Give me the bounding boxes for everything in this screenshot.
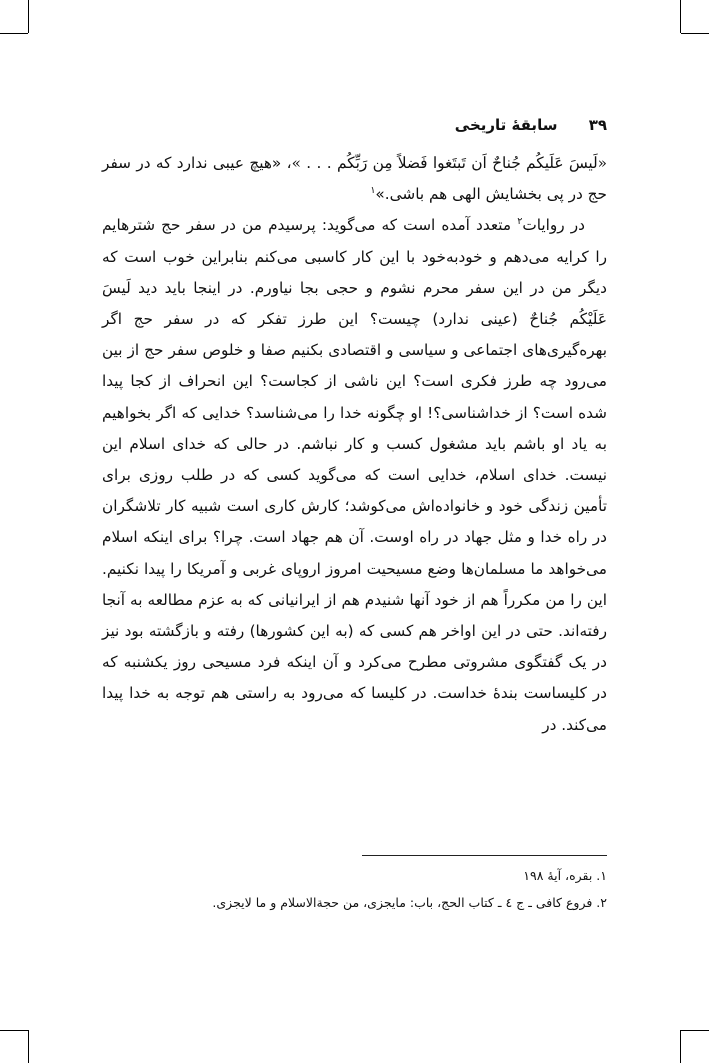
- paragraph-1: [102, 148, 607, 210]
- crop-mark-bottom-left-h: [0, 1030, 28, 1031]
- footnote-1: ۱. بقره، آیۀ ۱۹۸: [523, 868, 607, 883]
- footnote-mark-1: ۱: [370, 185, 376, 197]
- paragraph-2: [102, 210, 607, 740]
- quran-quote: «لَیسَ عَلَیکُم جُناحٌ اَن تَبتَغوا فَضلاً مِن رَبِّکُم . . . »: [291, 154, 607, 172]
- paragraph-2-lead: در روایات: [522, 216, 585, 235]
- crop-mark-top-left-v: [28, 0, 29, 33]
- crop-mark-top-left-h: [0, 33, 28, 34]
- body-text: [102, 148, 607, 741]
- crop-mark-top-right-h: [681, 33, 709, 34]
- footnotes: [102, 862, 607, 916]
- paragraph-1-text: ، «هیچ عیبی ندارد که در سفر حج در پی بخشایش الهی هم باشی.»: [102, 154, 607, 204]
- crop-mark-top-right-v: [680, 0, 681, 33]
- page-number: ۳۹: [588, 116, 607, 134]
- crop-mark-bottom-left-v: [28, 1030, 29, 1063]
- crop-mark-bottom-right-h: [681, 1030, 709, 1031]
- footnote-divider: [362, 855, 607, 856]
- running-title: سابقۀ تاریخی: [454, 116, 558, 134]
- footnote-mark-2: ۲: [517, 216, 523, 228]
- page-header: [102, 116, 607, 134]
- crop-mark-bottom-right-v: [680, 1030, 681, 1063]
- footnote-2: ۲. فروع کافی ـ ج ٤ ـ کتاب الحج، باب: مایجزی، من حجةالاسلام و ما لایجزی.: [212, 895, 607, 910]
- paragraph-2-text: متعدد آمده است که می‌گوید: پرسیدم من در سفر حج شترهایم را کرایه می‌دهم و خودبه‌خود با این کار کاسبی می‌کنم بنابراین خوب است که دیگر من در این سفر محرم نشوم و حجی بجا نیاورم. در اینجا باید دید لَیسَ عَلَیْکُم جُناحٌ (عینی ندارد) چیست؟ این طرز تفکر که در سفر حج اگر بهره‌گیری‌های اجتماعی و سیاسی و اقتصادی بکنیم صفا و خلوص سفر حج از بین می‌رود چه طرز فکری است؟ این ناشی از کجاست؟ این انحراف از کجا پیدا شده است؟ از خداشناسی؟! او چگونه خدا را می‌شناسد؟ خدایی که اگر بخواهیم به یاد او باشم باید مشغول کسب و کار نباشم. در حالی که خدای اسلام این نیست. خدای اسلام، خدایی است که می‌گوید کسی که در طلب روزی برای تأمین زندگی خود و خانواده‌اش می‌کوشد؛ کارش کاری است شبیه کار تلاشگران در راه خدا و مثل جهاد در راه اوست. آن هم جهاد است. چرا؟ برای اینکه اسلام می‌خواهد ما مسلمان‌ها وضع مسیحیت امروز اروپای غربی و آمریکا را پیدا نکنیم. این را من مکرراً هم از خود آنها شنیدم هم از ایرانیانی که به عزم مطالعه به آنجا رفته‌اند. حتی در این اواخر هم کسی که (به این کشورها) رفته و بازگشته بود نیز در یک گفتگوی مشروتی مطرح می‌کرد و آن اینکه فرد مسیحی روز یکشنبه که در کلیساست بندۀ خداست. در کلیسا که می‌رود به راستی هم توجه به خدا پیدا می‌کند. در: [102, 216, 607, 734]
